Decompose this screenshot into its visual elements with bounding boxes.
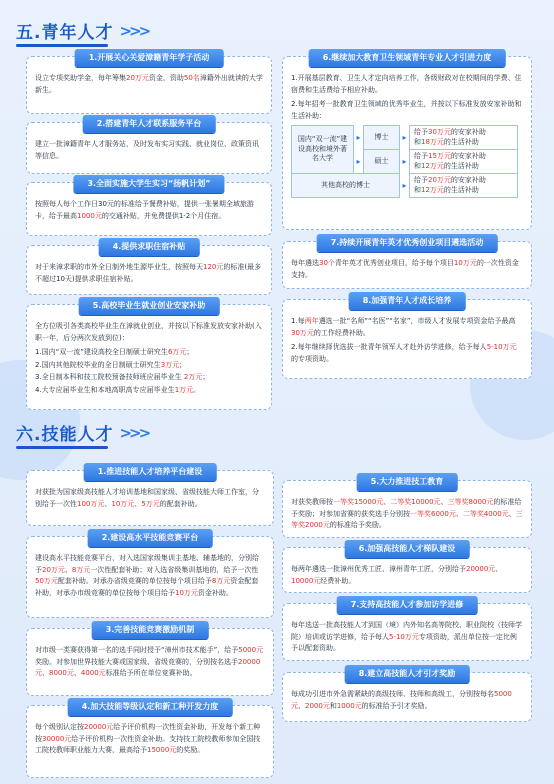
title-underline: [16, 446, 108, 449]
policy-card-5-5: [26, 301, 272, 410]
degree-label: 硕士: [364, 150, 400, 174]
policy-card-6-4: [26, 702, 274, 778]
policy-card-5-8: [282, 296, 532, 379]
card-text: 1.每两年遴选一批“名师”“名医”“名家”，市级人才发展专项资金给予最高30万元的工作经费补助。: [291, 317, 516, 337]
list-item: 3.全日制本科和技工院校预备技师班应届毕业生 2万元；: [35, 373, 210, 381]
section-5-heading: 五.青年人才: [16, 23, 114, 43]
card-text: 2.每年继续择优选拔一批青年领军人才赴外访学进修，给予每人5-10万元的专项资助。: [291, 343, 517, 363]
card-text: 2.每年招考一批教育卫生领域的优秀毕业生，并按以下标准发放安家补助和生活补助：: [291, 100, 522, 120]
section-6-heading: 六.技能人才: [16, 425, 114, 445]
chevrons-icon: >>>: [119, 423, 149, 442]
section-6-title: [16, 420, 148, 445]
arrow-icon: ▸: [402, 156, 407, 166]
policy-card-5-6: [282, 53, 532, 230]
card-text: 建设高水平技能竞赛平台，对入选国家级集训主基地、辅基地的，分别给予20万元、8万元一次性配套补助；对入选省级集训基地的，给予一次性50万元配套补助。对承办省级竞赛的单位按每个项目给予8万元资金配套补助，对承办市级竞赛的单位按每个项目给予10万元资金补助。: [35, 554, 259, 597]
card-header: 2.搭建青年人才联系服务平台: [83, 115, 216, 133]
card-text: 每成功引进市外急需紧缺的高级技师、技师和高级工，分别按每名5000元、2000元和1000元的标准给予引才奖励。: [291, 690, 512, 710]
card-text: 设立专项奖助学金，每年筹集20万元资金，资助50名漳籍外出就读的大学新生。: [35, 74, 263, 94]
policy-card-6-3: [26, 625, 274, 696]
card-text: 按照每人每个工作日30元的标准给予餐费补贴，提供一张暑期全域旅游卡，给予最高1000元的交通补贴，并免费提供1-2个月住宿。: [35, 200, 254, 220]
card-text: 每年遴选30个青年英才优秀创业项目，给予每个项目10万元的一次性资金支持。: [291, 259, 519, 279]
card-header: 7.持续开展青年英才优秀创业项目遴选活动: [317, 234, 498, 252]
card-header: 7.支持高技能人才参加访学进修: [337, 596, 478, 614]
policy-card-5-1: [26, 53, 272, 114]
card-intro: 全方位吸引各类高校毕业生在漳就业创业，并按以下标准发放安家补助(入职一年，后分两次发放到位)：: [35, 322, 262, 342]
card-header: 6.加强高技能人才梯队建设: [345, 540, 470, 558]
card-text: 对于来漳求职的市外全日制外地生源毕业生，按照每天120元的标准(最多不超过10天)提供求职住宿补贴。: [35, 263, 262, 283]
list-item: 4.大专应届毕业生和本地高职高专应届毕业生1万元。: [35, 385, 201, 394]
subsidy-value: 给予15万元的安家补助 和12万元的生活补助: [410, 150, 518, 174]
card-header: 5.高校毕业生就业创业安家补助: [79, 297, 220, 315]
card-header: 3.完善技能竞赛激励机制: [92, 621, 209, 639]
arrow-icon: ▸: [402, 180, 407, 190]
policy-card-6-2: [26, 533, 274, 618]
policy-card-6-7: [282, 600, 532, 661]
card-text: 对获奖教师按一等奖15000元、二等奖10000元、三等奖8000元的标准给予奖励；对参加省赛的获奖选手分别按一等奖6000元、二等奖4000元、三等奖2000元的标准给予奖励。: [291, 498, 523, 529]
card-text: 每两年遴选一批漳州优秀工匠、漳州青年工匠，分别给予20000元、10000元经费补助。: [291, 565, 503, 585]
title-underline: [16, 44, 108, 47]
degree-label: 博士: [364, 126, 400, 150]
policy-card-5-3: [26, 179, 272, 236]
subsidy-value: 给予20万元的安家补助 和12万元的生活补助: [410, 174, 518, 198]
card-header: 8.加强青年人才成长培养: [349, 292, 466, 310]
table-row-label: 其他高校的博士: [292, 174, 400, 198]
card-header: 1.开展关心关爱漳籍青年学子活动: [75, 49, 224, 67]
card-header: 1.推进技能人才培养平台建设: [84, 463, 217, 481]
card-text: 对市级一类赛获得第一名的选手同时授予“漳州市技术能手”，给予5000元奖励。对参加世界技能大赛或国家级、省级竞赛的，分别按名选手20000元、8000元、4000元标准给予所在单位竞赛补助。: [35, 646, 264, 677]
card-text: 建立一批漳籍青年人才服务站，及时发布实习实践、就业岗位、政策资讯等信息。: [35, 140, 259, 160]
card-header: 4.提供求职住宿补贴: [99, 238, 200, 256]
policy-card-5-4: [26, 242, 272, 295]
card-text: 每个级别认定按20000元给予评价机构一次性资金补助，开发每个新工种按30000元给予评价机构一次性资金补助。支持技工院校教师参加全国技工院校教师职业能力大赛，最高给予15000元的奖励。: [35, 723, 261, 754]
subsidy-table: [291, 125, 518, 198]
arrow-icon: ▸: [356, 132, 361, 142]
card-text: 对获批为国家级高技能人才培训基地和国家级、省级技能大师工作室，分别给予一次性100万元、10万元、5万元的配套补助。: [35, 488, 259, 508]
table-row-label: 国内“双一流”建设高校和境外著名大学: [292, 126, 354, 174]
list-item: 2.国内其他院校毕业的全日制硕士研究生3万元；: [35, 360, 187, 369]
card-header: 2.建设高水平技能竞赛平台: [88, 529, 213, 547]
policy-card-5-7: [282, 238, 532, 289]
card-text: 每年选送一批高技能人才到国（境）内外知名高等院校、职业院校（技师学院）培训或访学进修，给予每人5-10万元专项资助，派出单位按一定比例予以配套资助。: [291, 621, 522, 652]
section-5-title: [16, 18, 148, 43]
card-header: 3.全面实施大学生实习“扬帆计划”: [73, 175, 224, 193]
policy-card-6-5: [282, 477, 532, 538]
policy-card-5-2: [26, 119, 272, 174]
card-text: 1.开展基层教育、卫生人才定向培养工作，各级财政对在校期间的学费、住宿费和生活费给予相应补助。: [291, 74, 522, 94]
policy-card-6-1: [26, 467, 274, 526]
card-header: 4.加大技能等级认定和新工种开发力度: [68, 698, 233, 716]
arrow-icon: ▸: [402, 132, 407, 142]
card-header: 8.建立高技能人才引才奖励: [345, 665, 470, 683]
subsidy-value: 给予30万元的安家补助 和18万元的生活补助: [410, 126, 518, 150]
card-header: 6.继续加大教育卫生领域青年专业人才引进力度: [309, 49, 506, 67]
policy-card-6-8: [282, 669, 532, 722]
chevrons-icon: >>>: [119, 21, 149, 40]
arrow-icon: ▸: [356, 156, 361, 166]
card-header: 5.大力推进技工教育: [357, 473, 458, 491]
list-item: 1.国内“双一流”建设高校全日制硕士研究生6万元；: [35, 348, 194, 356]
policy-card-6-6: [282, 544, 532, 593]
